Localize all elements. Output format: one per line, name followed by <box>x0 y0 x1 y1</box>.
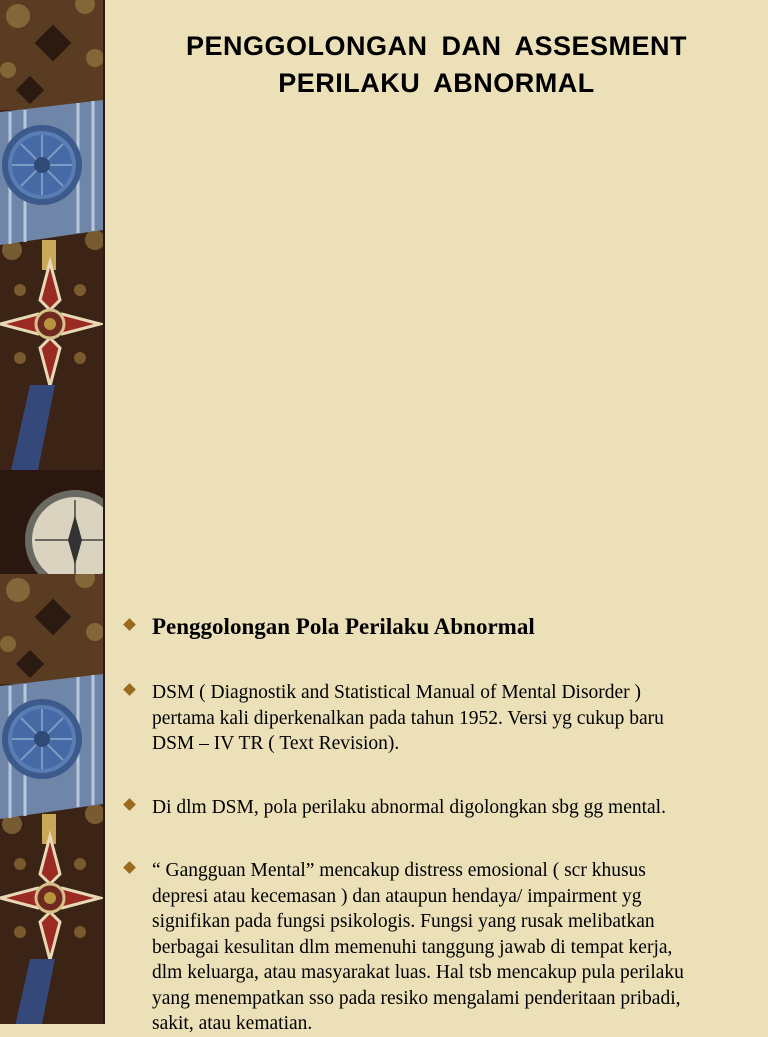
medal-image <box>0 0 103 574</box>
sidebar-divider <box>103 0 105 1024</box>
bullet-list <box>122 612 750 1037</box>
diamond-bullet-icon <box>123 683 136 696</box>
diamond-bullet-icon <box>123 618 136 631</box>
bullet-text: DSM ( Diagnostik and Statistical Manual of Mental Disorder ) pertama kali diperkenalkan pada tahun 1952. Versi yg cukup baru DSM – IV TR ( Text Revision). <box>152 682 664 754</box>
medal-image-repeat <box>0 574 103 1024</box>
bullet-heading: Penggolongan Pola Perilaku Abnormal <box>152 614 535 639</box>
bullet-item <box>122 612 750 642</box>
decorative-sidebar <box>0 0 103 1024</box>
diamond-bullet-icon <box>123 861 136 874</box>
bullet-text: Di dlm DSM, pola perilaku abnormal digolongkan sbg gg mental. <box>152 796 666 818</box>
bullet-item <box>122 858 750 1037</box>
bullet-item <box>122 795 750 821</box>
diamond-bullet-icon <box>123 798 136 811</box>
bullet-item <box>122 680 750 757</box>
bullet-text: “ Gangguan Mental” mencakup distress emosional ( scr khusus depresi atau kecemasan ) dan ataupun hendaya/ impairment yg signifikan pada fungsi psikologis. Fungsi yang rusak melibatkan berbagai kesulitan dlm memenuhi tanggung jawab di tempat kerja, dlm keluarga, atau masyarakat luas. Hal tsb mencakup pula perilaku yang menempatkan sso pada resiko mengalami penderitaan pribadi, sakit, atau kematian. <box>152 860 684 1034</box>
slide-title: PENGGOLONGAN DAN ASSESMENT PERILAKU ABNORMAL <box>185 31 688 98</box>
